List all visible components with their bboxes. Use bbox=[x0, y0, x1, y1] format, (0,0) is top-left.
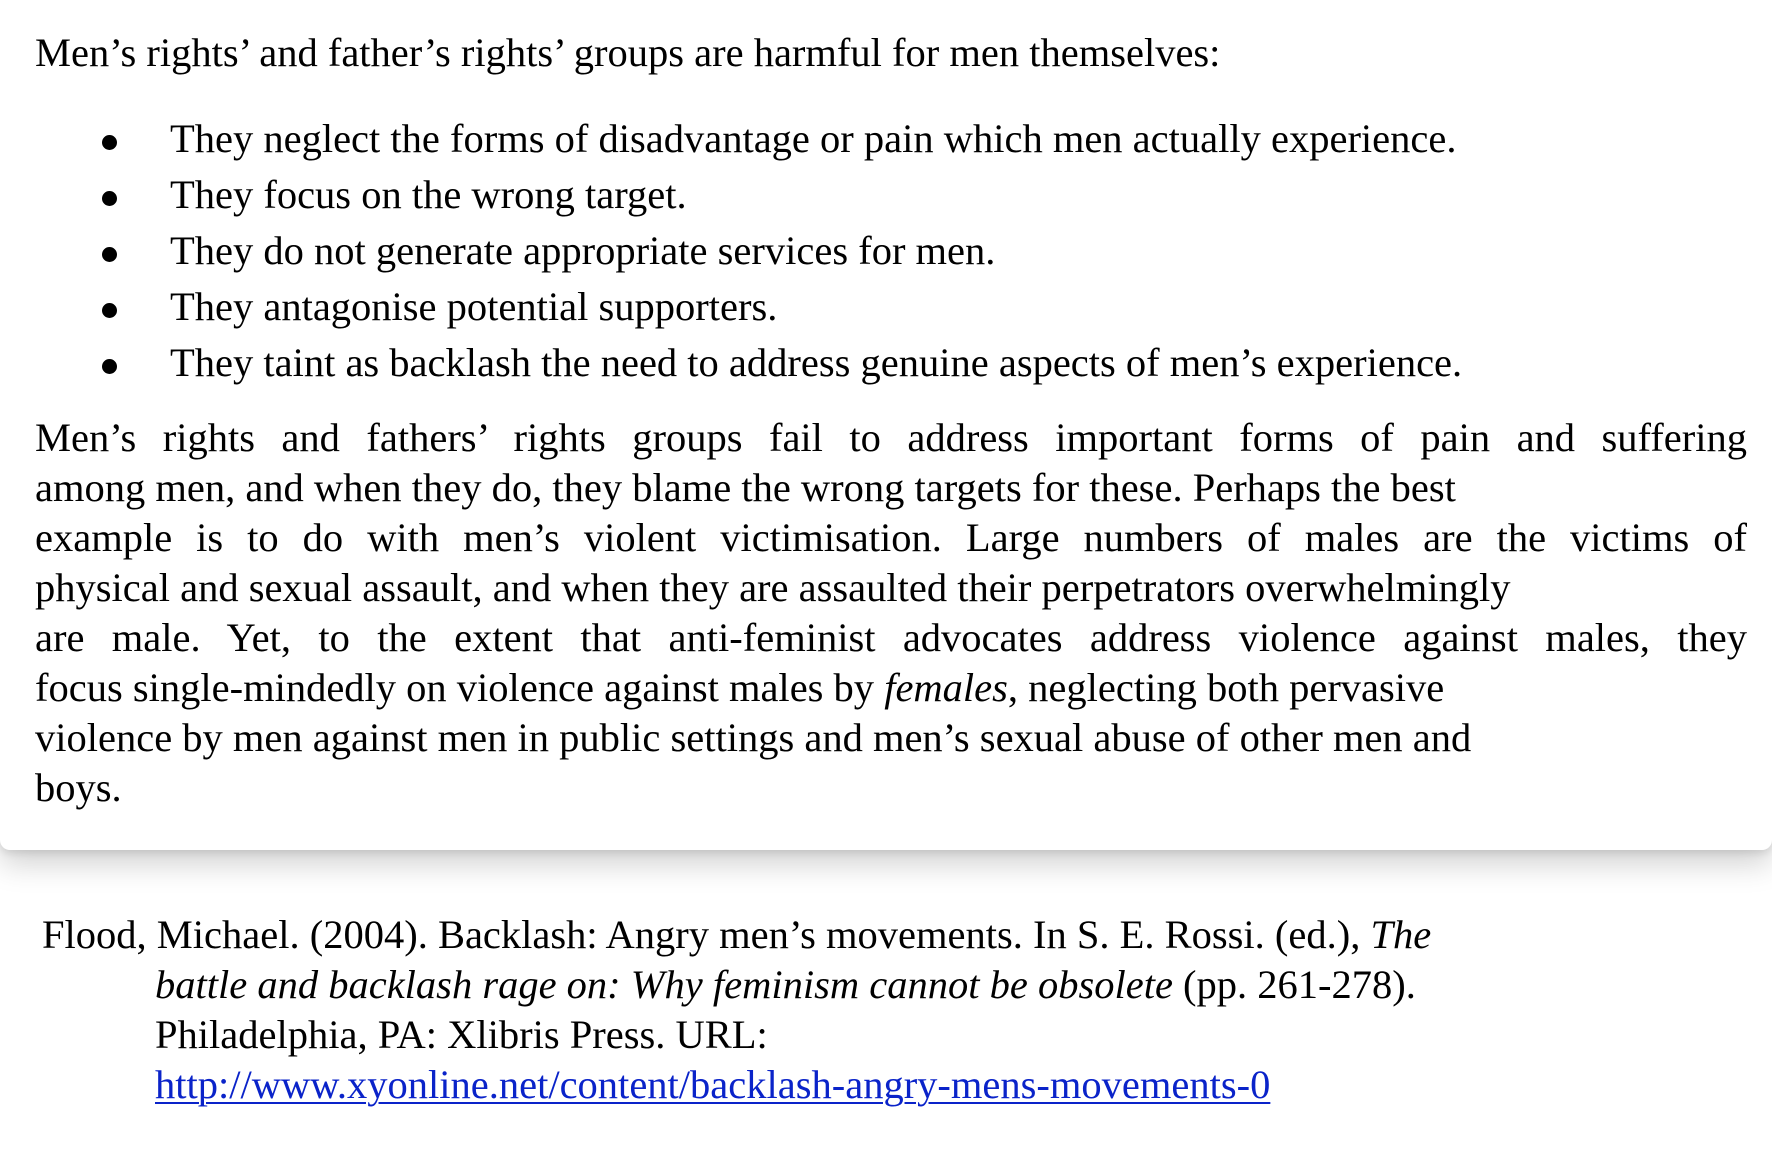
emphasis-text: females bbox=[884, 665, 1008, 710]
paragraph-line: among men, and when they do, they blame the wrong targets for these. Perhaps the best bbox=[35, 465, 1456, 510]
paragraph-line bbox=[35, 663, 1747, 713]
citation-author-text: Flood, Michael. (2004). Backlash: Angry men’s movements. In S. E. Rossi. (ed.), bbox=[42, 912, 1371, 957]
list-item bbox=[35, 111, 1747, 167]
list-item-text: They antagonise potential supporters. bbox=[170, 284, 778, 329]
paragraph-text: , neglecting both pervasive bbox=[1007, 665, 1445, 710]
paragraph-line: physical and sexual assault, and when they are assaulted their perpetrators overwhelmingly bbox=[35, 565, 1511, 610]
bullet-icon bbox=[102, 247, 117, 262]
bullet-icon bbox=[102, 135, 117, 150]
citation-book-title: battle and backlash rage on: Why feminism cannot be obsolete bbox=[155, 962, 1173, 1007]
list-item bbox=[35, 167, 1747, 223]
list-item-text: They do not generate appropriate services for men. bbox=[170, 228, 996, 273]
citation-title-start: The bbox=[1370, 912, 1432, 957]
bullet-icon bbox=[102, 191, 117, 206]
list-item bbox=[35, 279, 1747, 335]
paragraph-line: violence by men against men in public settings and men’s sexual abuse of other men and bbox=[35, 715, 1472, 760]
citation-url-line bbox=[42, 1060, 1642, 1110]
list-item-text: They neglect the forms of disadvantage or pain which men actually experience. bbox=[170, 116, 1457, 161]
citation-line bbox=[42, 910, 1642, 960]
body-paragraph bbox=[35, 413, 1747, 813]
paragraph-text: focus single-mindedly on violence against males by bbox=[35, 665, 885, 710]
list-item-text: They taint as backlash the need to address genuine aspects of men’s experience. bbox=[170, 340, 1463, 385]
paragraph-line: Men’s rights and fathers’ rights groups fail to address important forms of pain and suffering bbox=[35, 415, 1747, 460]
paragraph-line: example is to do with men’s violent victimisation. Large numbers of males are the victims of bbox=[35, 515, 1747, 560]
citation-pages: (pp. 261-278). bbox=[1172, 962, 1416, 1007]
list-item-text: They focus on the wrong target. bbox=[170, 172, 687, 217]
list-item bbox=[35, 335, 1747, 391]
citation bbox=[42, 910, 1642, 1110]
quote-content bbox=[35, 28, 1747, 813]
bullet-icon bbox=[102, 359, 117, 374]
list-item bbox=[35, 223, 1747, 279]
paragraph-line: are male. Yet, to the extent that anti-feminist advocates address violence against males, they bbox=[35, 615, 1747, 660]
bullet-list bbox=[35, 111, 1747, 391]
intro-sentence: Men’s rights’ and father’s rights’ groups are harmful for men themselves: bbox=[35, 30, 1221, 75]
bullet-icon bbox=[102, 303, 117, 318]
citation-publisher: Philadelphia, PA: Xlibris Press. URL: bbox=[155, 1012, 768, 1057]
citation-line bbox=[42, 960, 1642, 1010]
paragraph-line: boys. bbox=[35, 765, 122, 810]
citation-url-link[interactable]: http://www.xyonline.net/content/backlash-angry-mens-movements-0 bbox=[155, 1062, 1271, 1107]
